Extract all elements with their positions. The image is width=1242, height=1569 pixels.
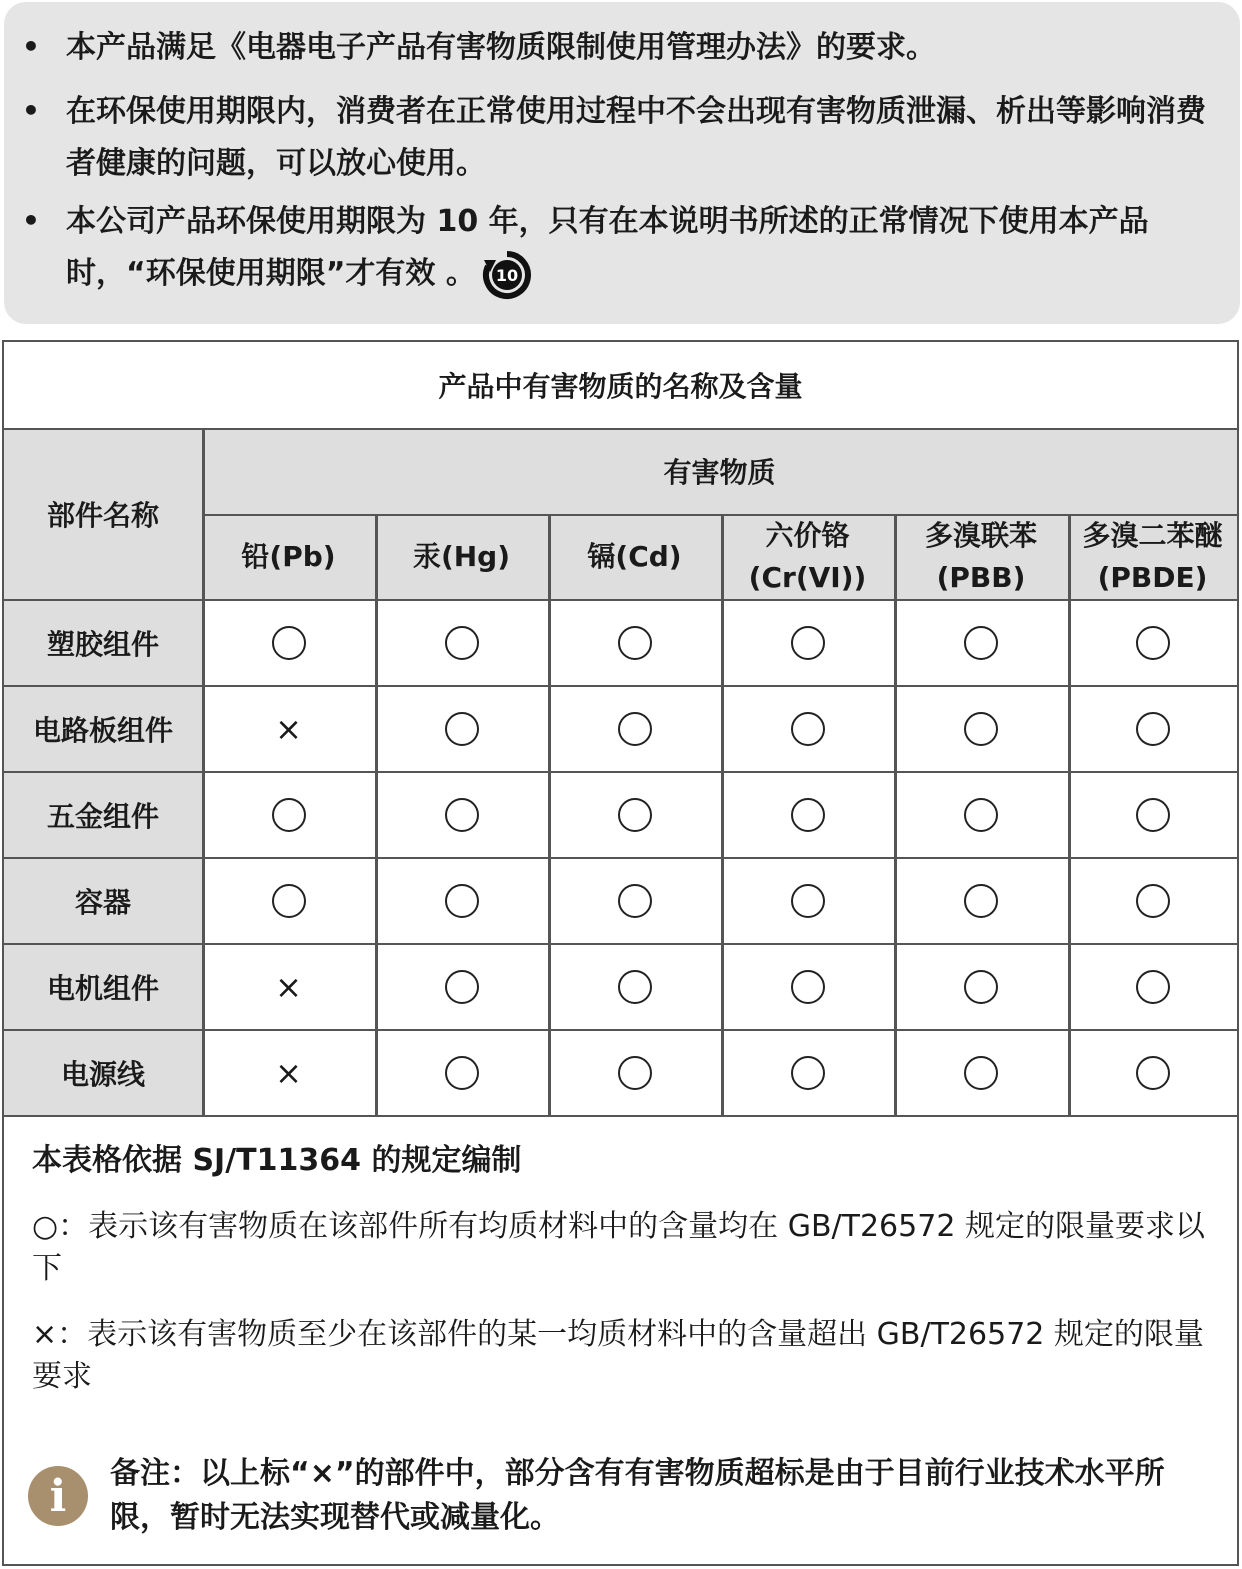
bullet: • xyxy=(22,204,40,237)
grid-line xyxy=(202,428,205,1116)
circle-icon xyxy=(618,626,652,660)
compliant-circle-mark xyxy=(444,969,480,1005)
cross-icon: × xyxy=(275,968,302,1006)
part-name-cell: 电机组件 xyxy=(4,944,202,1030)
circle-icon xyxy=(1136,1056,1170,1090)
circle-icon xyxy=(791,884,825,918)
bullet: • xyxy=(22,30,40,63)
grid-line xyxy=(4,771,1237,773)
grid-line xyxy=(4,943,1237,945)
circle-icon xyxy=(445,884,479,918)
part-name-header: 部件名称 xyxy=(4,428,202,600)
circle-icon xyxy=(445,1056,479,1090)
table-title: 产品中有害物质的名称及含量 xyxy=(438,370,803,403)
circle-icon xyxy=(618,712,652,746)
epup-number: 10 xyxy=(495,265,519,285)
grid-line xyxy=(4,599,1237,601)
compliant-circle-mark xyxy=(790,625,826,661)
grid-line xyxy=(4,857,1237,859)
part-name-cell: 电源线 xyxy=(4,1030,202,1116)
circle-icon xyxy=(445,798,479,832)
grid-line xyxy=(894,514,897,1116)
circle-icon xyxy=(964,1056,998,1090)
circle-icon xyxy=(791,626,825,660)
notice-item-3: 本公司产品环保使用期限为 10 年，只有在本说明书所述的正常情况下使用本产品时，“环保使用期限”才有效 。 10 xyxy=(66,196,1216,300)
cross-legend: ×：表示该有害物质至少在该部件的某一均质材料中的含量超出 GB/T26572 规定的限量要求 xyxy=(32,1317,1204,1394)
compliant-circle-mark xyxy=(790,797,826,833)
compliant-circle-mark xyxy=(444,1055,480,1091)
hazardous-substance-table xyxy=(2,340,1239,1566)
compliant-circle-mark xyxy=(1135,969,1171,1005)
substance-header-5: 多溴联苯 (PBB) xyxy=(894,514,1068,600)
compliant-circle-mark xyxy=(963,883,999,919)
grid-line xyxy=(1068,514,1071,1116)
substance-header-3: 镉(Cd) xyxy=(548,514,721,600)
exceeds-cross-mark xyxy=(271,969,307,1005)
compliant-circle-mark xyxy=(1135,1055,1171,1091)
compliant-circle-mark xyxy=(617,797,653,833)
circle-icon xyxy=(445,712,479,746)
compliant-circle-mark xyxy=(1135,625,1171,661)
substance-header-1: 铅(Pb) xyxy=(202,514,375,600)
circle-icon xyxy=(791,712,825,746)
compliant-circle-mark xyxy=(444,711,480,747)
compliant-circle-mark xyxy=(790,969,826,1005)
grid-line xyxy=(4,1115,1237,1117)
notice-item-1: 本产品满足《电器电子产品有害物质限制使用管理办法》的要求。 xyxy=(66,30,936,65)
circle-icon xyxy=(618,1056,652,1090)
grid-line xyxy=(202,514,1237,516)
circle-icon xyxy=(1136,798,1170,832)
circle-icon xyxy=(618,884,652,918)
grid-line xyxy=(4,428,1237,430)
compliant-circle-mark xyxy=(271,883,307,919)
compliant-circle-mark xyxy=(617,711,653,747)
substance-header-2: 汞(Hg) xyxy=(375,514,548,600)
compliant-circle-mark xyxy=(444,625,480,661)
circle-icon xyxy=(791,798,825,832)
compliant-circle-mark xyxy=(790,711,826,747)
substance-header-4: 六价铬 (Cr(VI)) xyxy=(721,514,894,600)
compliant-circle-mark xyxy=(271,797,307,833)
circle-icon xyxy=(964,626,998,660)
compliant-circle-mark xyxy=(444,797,480,833)
compliant-circle-mark xyxy=(271,625,307,661)
notice-box xyxy=(4,2,1240,324)
compliant-circle-mark xyxy=(963,1055,999,1091)
circle-icon xyxy=(272,798,306,832)
circle-legend: ○：表示该有害物质在该部件所有均质材料中的含量均在 GB/T26572 规定的限量要求以下 xyxy=(32,1209,1205,1286)
table-basis-note: 本表格依据 SJ/T11364 的规定编制 xyxy=(32,1143,522,1178)
circle-icon xyxy=(272,884,306,918)
info-icon: i xyxy=(28,1466,88,1526)
part-name-cell: 电路板组件 xyxy=(4,686,202,772)
part-name-cell: 塑胶组件 xyxy=(4,600,202,686)
compliant-circle-mark xyxy=(963,969,999,1005)
compliant-circle-mark xyxy=(790,1055,826,1091)
circle-icon xyxy=(445,970,479,1004)
grid-line xyxy=(548,514,551,1116)
substance-header-6: 多溴二苯醚 (PBDE) xyxy=(1068,514,1237,600)
compliant-circle-mark xyxy=(963,797,999,833)
compliant-circle-mark xyxy=(790,883,826,919)
circle-icon xyxy=(618,970,652,1004)
grid-line xyxy=(4,1029,1237,1031)
compliant-circle-mark xyxy=(617,625,653,661)
circle-icon xyxy=(791,970,825,1004)
environment-friendly-use-period-icon xyxy=(482,250,532,300)
remark-note: 备注：以上标“×”的部件中，部分含有有害物质超标是由于目前行业技术水平所限，暂时无法实现替代或减量化。 xyxy=(110,1456,1165,1535)
compliant-circle-mark xyxy=(1135,883,1171,919)
exceeds-cross-mark xyxy=(271,1055,307,1091)
compliant-circle-mark xyxy=(444,883,480,919)
cross-icon: × xyxy=(275,710,302,748)
circle-icon xyxy=(1136,970,1170,1004)
circle-icon xyxy=(964,970,998,1004)
circle-icon xyxy=(445,626,479,660)
part-name-cell: 五金组件 xyxy=(4,772,202,858)
cross-icon: × xyxy=(275,1054,302,1092)
compliant-circle-mark xyxy=(617,969,653,1005)
circle-icon xyxy=(1136,626,1170,660)
circle-icon xyxy=(964,712,998,746)
compliant-circle-mark xyxy=(1135,797,1171,833)
part-name-cell: 容器 xyxy=(4,858,202,944)
compliant-circle-mark xyxy=(617,1055,653,1091)
compliant-circle-mark xyxy=(617,883,653,919)
grid-line xyxy=(4,685,1237,687)
substance-group-header: 有害物质 xyxy=(202,428,1237,514)
compliant-circle-mark xyxy=(963,711,999,747)
bullet: • xyxy=(22,94,40,127)
circle-icon xyxy=(1136,712,1170,746)
circle-icon xyxy=(964,798,998,832)
grid-line xyxy=(721,514,724,1116)
circle-icon xyxy=(791,1056,825,1090)
grid-line xyxy=(375,514,378,1116)
circle-icon xyxy=(618,798,652,832)
compliant-circle-mark xyxy=(963,625,999,661)
circle-icon xyxy=(1136,884,1170,918)
circle-icon xyxy=(964,884,998,918)
compliant-circle-mark xyxy=(1135,711,1171,747)
exceeds-cross-mark xyxy=(271,711,307,747)
notice-item-2: 在环保使用期限内，消费者在正常使用过程中不会出现有害物质泄漏、析出等影响消费者健康的问题，可以放心使用。 xyxy=(66,94,1206,181)
circle-icon xyxy=(272,626,306,660)
